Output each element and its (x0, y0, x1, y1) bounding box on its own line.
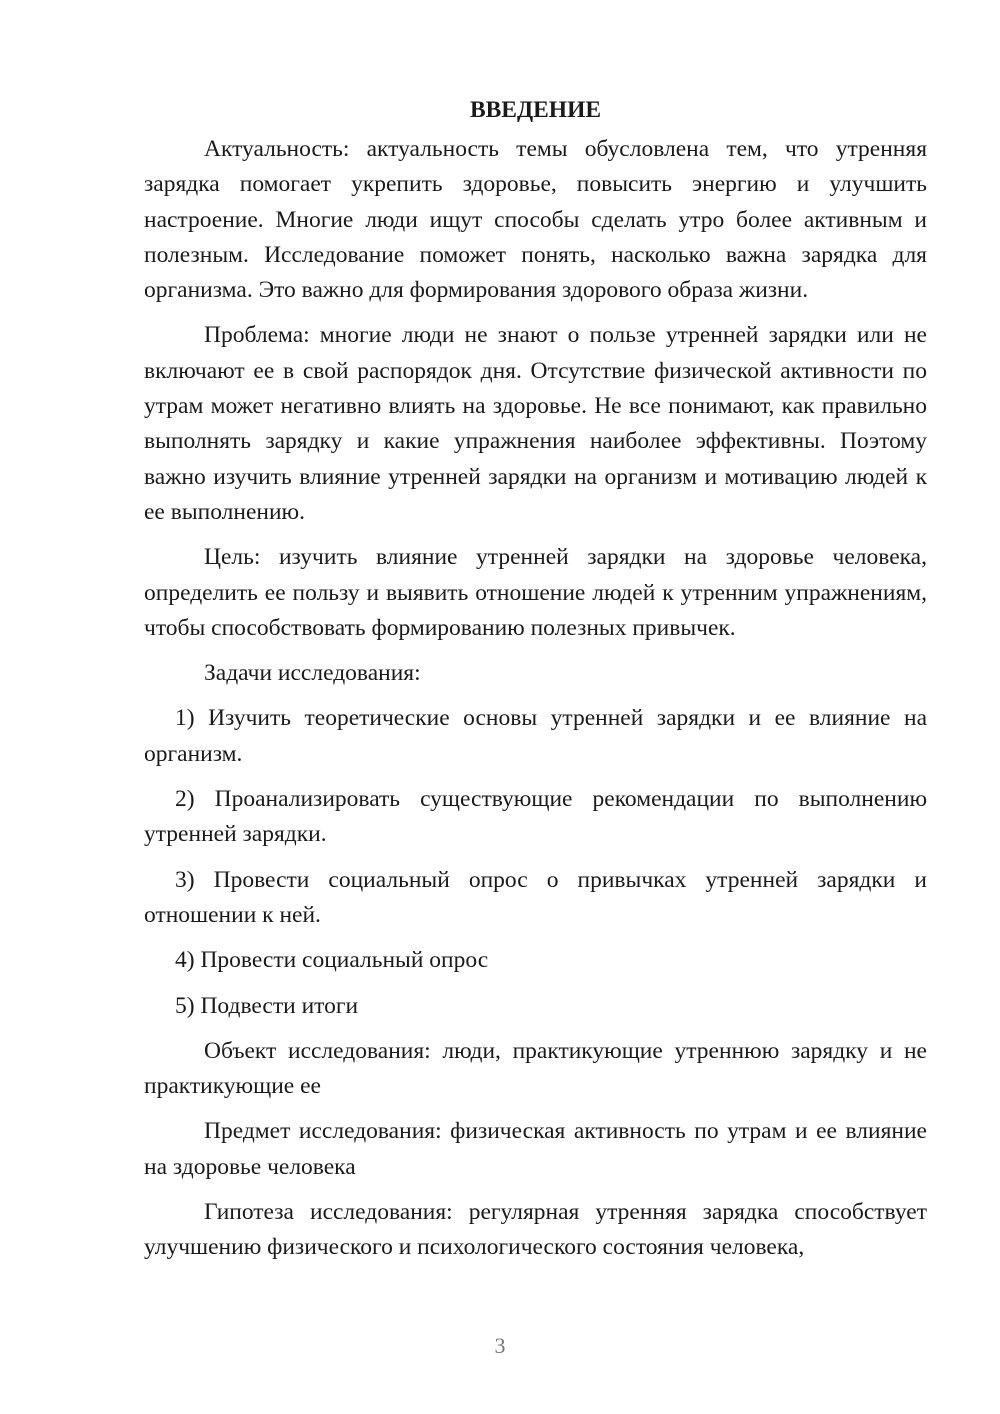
hypothesis-paragraph: Гипотеза исследования: регулярная утренняя зарядка способствует улучшению физического и психологического состояния человека, (144, 1199, 927, 1261)
task-item-1: 1) Изучить теоретические основы утренней зарядки и ее влияние на организм. (144, 705, 927, 767)
task-item-4: 4) Провести социальный опрос (175, 947, 489, 974)
goal-paragraph: Цель: изучить влияние утренней зарядки на здоровье человека, определить ее пользу и выявить отношение людей к утренним упражнениям, чтобы способствовать формированию полезных привычек. (144, 544, 927, 641)
task-item-2: 2) Проанализировать существующие рекомендации по выполнению утренней зарядки. (144, 786, 927, 848)
task-item-3: 3) Провести социальный опрос о привычках утренней зарядки и отношении к ней. (144, 866, 927, 928)
problem-paragraph: Проблема: многие люди не знают о пользе утренней зарядки или не включают ее в свой распорядок дня. Отсутствие физической активности по утрам может негативно влиять на здоровье. Не все понимают, как правильно выполнять зарядку и какие упражнения наиболее эффективны. Поэтому важно изучить влияние утренней зарядки на организм и мотивацию людей к ее выполнению. (144, 322, 927, 525)
tasks-heading: Задачи исследования: (204, 660, 421, 687)
task-item-5: 5) Подвести итоги (175, 992, 359, 1019)
relevance-paragraph: Актуальность: актуальность темы обусловлена тем, что утренняя зарядка помогает укрепить здоровье, повысить энергию и улучшить настроение. Многие люди ищут способы сделать утро более активным и полезным. Исследование поможет понять, насколько важна зарядка для организма. Это важно для формирования здорового образа жизни. (144, 136, 927, 304)
subject-paragraph: Предмет исследования: физическая активность по утрам и ее влияние на здоровье человека (144, 1118, 927, 1180)
page-content (144, 92, 927, 1276)
page-number: 3 (494, 1333, 506, 1358)
object-paragraph: Объект исследования: люди, практикующие утреннюю зарядку и не практикующие ее (144, 1037, 927, 1100)
section-title: ВВЕДЕНИЕ (469, 97, 602, 123)
